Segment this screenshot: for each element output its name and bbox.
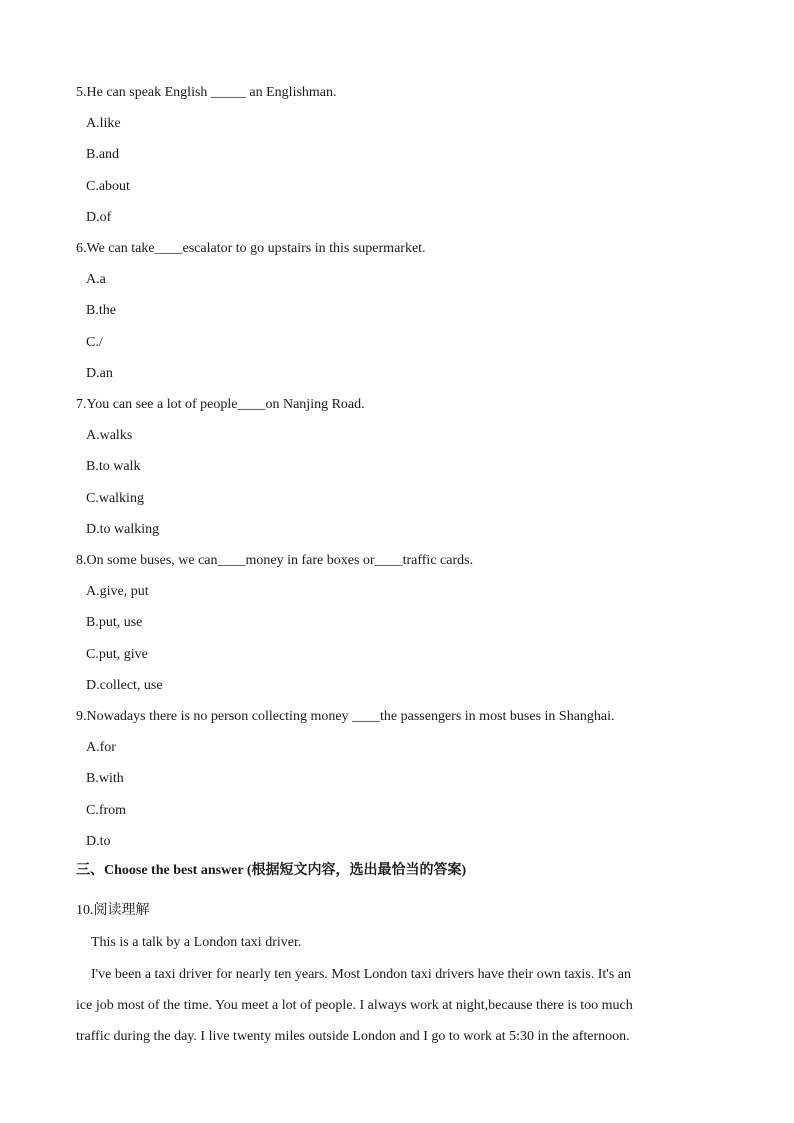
option-a: A.a	[86, 272, 106, 287]
option-b: B.to walk	[86, 459, 141, 474]
option-a: A.for	[86, 740, 116, 755]
option-a: A.walks	[86, 428, 133, 443]
option-d: D.of	[86, 210, 112, 225]
option-b: B.with	[86, 771, 124, 786]
passage-line: ice job most of the time. You meet a lot of people. I always work at night,because there is too much	[76, 998, 633, 1013]
option-b: B.the	[86, 303, 116, 318]
option-d: D.to walking	[86, 522, 160, 537]
section-heading: 三、Choose the best answer (根据短文内容，选出最恰当的答案)	[76, 863, 467, 878]
question-stem: 6.We can take____escalator to go upstairs in this supermarket.	[76, 241, 426, 256]
reading-question-label: 10.阅读理解	[76, 903, 150, 918]
question-stem: 8.On some buses, we can____money in fare boxes or____traffic cards.	[76, 553, 474, 568]
option-a: A.like	[86, 116, 121, 131]
option-b: B.and	[86, 147, 120, 162]
option-d: D.collect, use	[86, 678, 163, 693]
option-c: C.put, give	[86, 647, 148, 662]
question-stem: 5.He can speak English _____ an Englishman.	[76, 85, 337, 100]
option-c: C.about	[86, 179, 130, 194]
option-d: D.to	[86, 834, 111, 849]
passage-line: traffic during the day. I live twenty miles outside London and I go to work at 5:30 in the afternoon.	[76, 1029, 630, 1044]
option-b: B.put, use	[86, 615, 143, 630]
question-stem: 9.Nowadays there is no person collecting money ____the passengers in most buses in Shanghai.	[76, 709, 615, 724]
passage-line: I've been a taxi driver for nearly ten years. Most London taxi drivers have their own taxis. It's an	[91, 967, 631, 982]
option-c: C./	[86, 335, 103, 350]
passage-line: This is a talk by a London taxi driver.	[91, 935, 302, 950]
option-d: D.an	[86, 366, 113, 381]
option-c: C.walking	[86, 491, 144, 506]
option-a: A.give, put	[86, 584, 149, 599]
question-stem: 7.You can see a lot of people____on Nanjing Road.	[76, 397, 365, 412]
option-c: C.from	[86, 803, 127, 818]
